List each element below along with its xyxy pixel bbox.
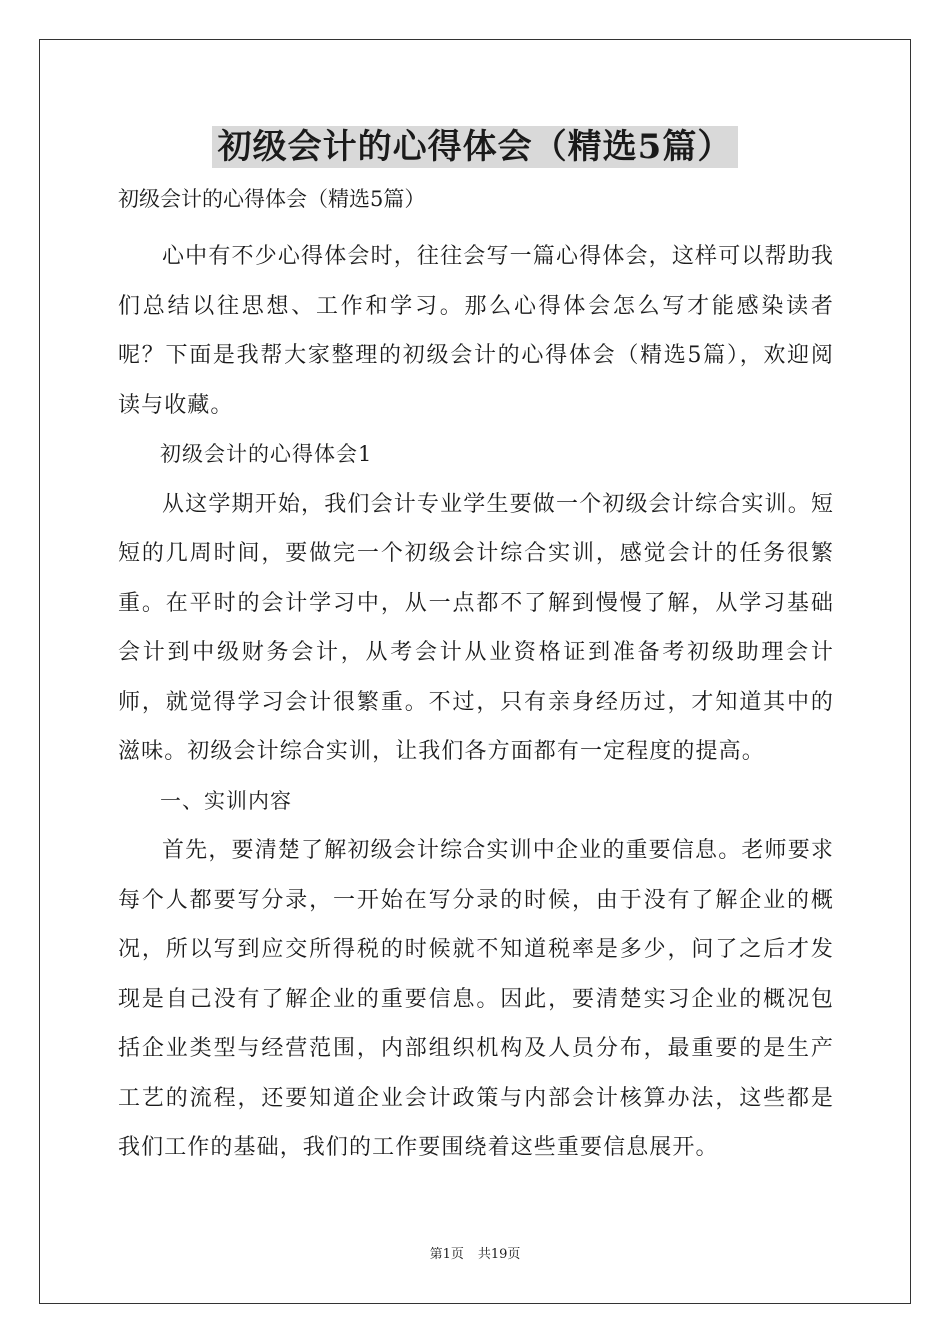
section-heading-1: 初级会计的心得体会1 bbox=[160, 442, 373, 466]
subsection-heading-1: 一、实训内容 bbox=[160, 788, 292, 813]
body-paragraph-1: 从这学期开始，我们会计专业学生要做一个初级会计综合实训。短短的几周时间，要做完一个初级会计综合实训，感觉会计的任务很繁重。在平时的会计学习中，从一点都不了解到慢慢了解，从学习基础会计到中级财务会计，从考会计从业资格证到准备考初级助理会计师，就觉得学习会计很繁重。不过，只有亲身经历过，才知道其中的滋味。初级会计综合实训，让我们各方面都有一定程度的提高。 bbox=[118, 491, 834, 764]
page-total: 共19页 bbox=[477, 1247, 521, 1262]
document-subtitle: 初级会计的心得体会（精选5篇） bbox=[118, 187, 426, 211]
body-paragraph-2: 首先，要清楚了解初级会计综合实训中企业的重要信息。老师要求每个人都要写分录，一开始在写分录的时候，由于没有了解企业的概况，所以写到应交所得税的时候就不知道税率是多少，问了之后才发现是自己没有了解企业的重要信息。因此，要清楚实习企业的概况包括企业类型与经营范围，内部组织机构及人员分布，最重要的是生产工艺的流程，还要知道企业会计政策与内部会计核算办法，这些都是我们工作的基础，我们的工作要围绕着这些重要信息展开。 bbox=[118, 838, 834, 1160]
document-body bbox=[118, 232, 834, 1173]
page-footer bbox=[0, 1246, 950, 1264]
title-container bbox=[0, 126, 950, 168]
intro-paragraph: 心中有不少心得体会时，往往会写一篇心得体会，这样可以帮助我们总结以往思想、工作和学习。那么心得体会怎么写才能感染读者呢？下面是我帮大家整理的初级会计的心得体会（精选5篇），欢迎阅读与收藏。 bbox=[118, 244, 834, 418]
page-number: 第1页 bbox=[429, 1247, 464, 1262]
document-title: 初级会计的心得体会（精选5篇） bbox=[212, 126, 739, 168]
